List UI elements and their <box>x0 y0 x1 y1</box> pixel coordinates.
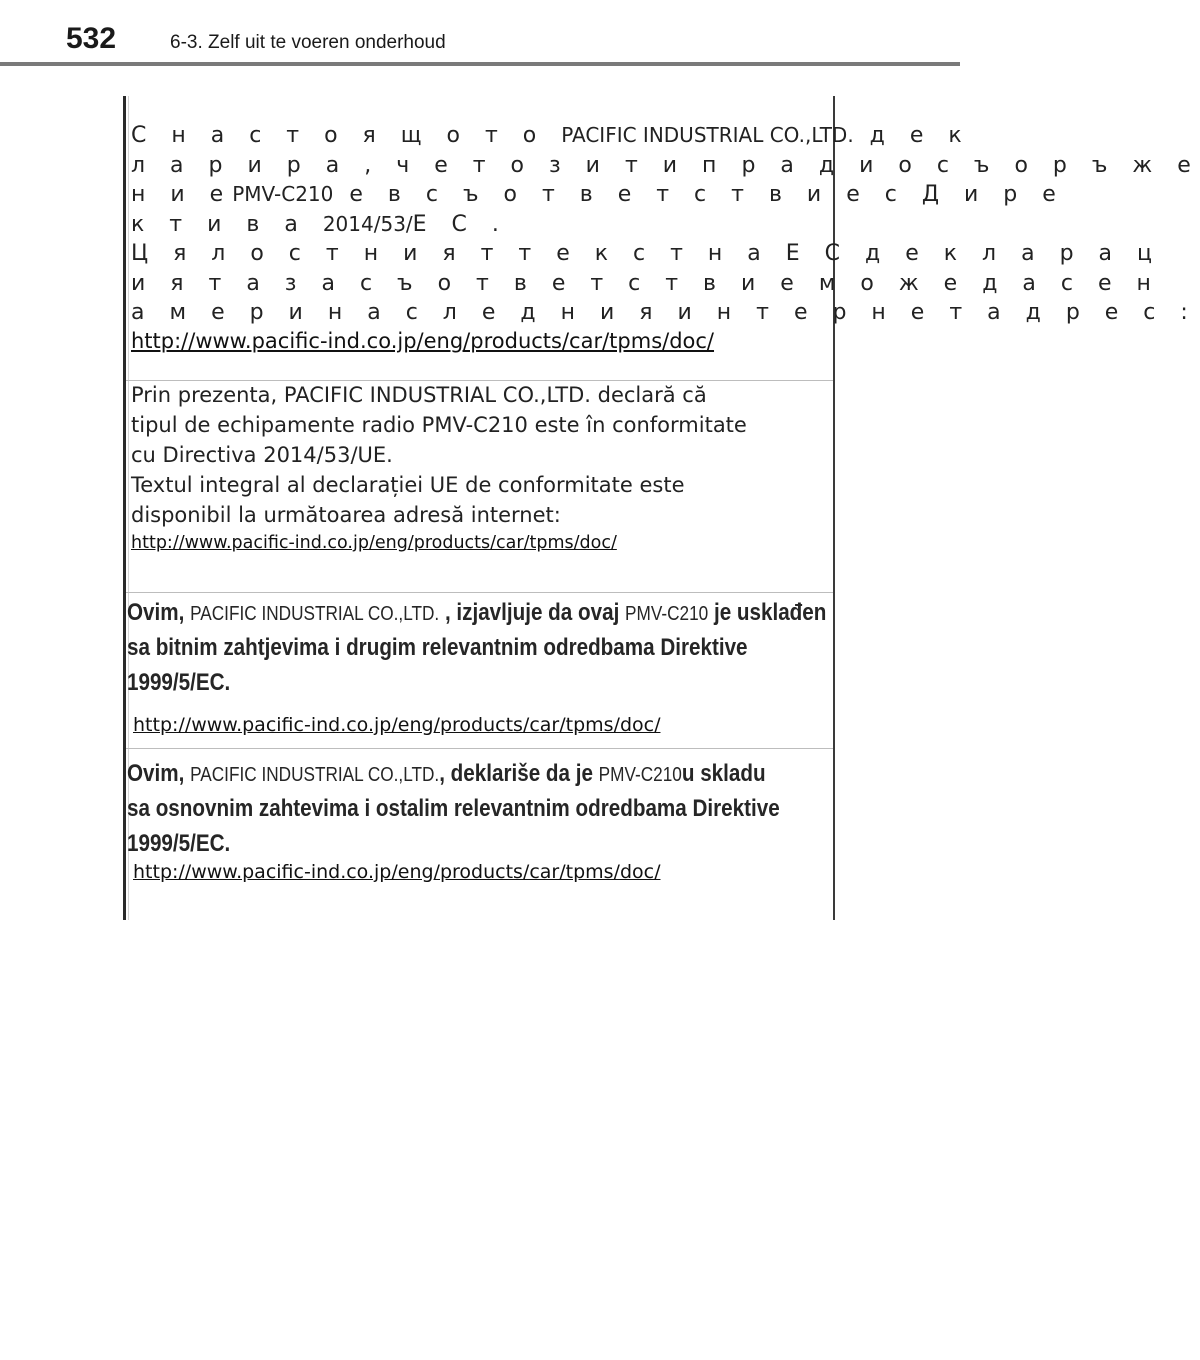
text-line: cu Directiva 2014/53/UE. <box>131 443 393 467</box>
text-line: а м е р и н а с л е д н и я и н т е р н е т а д р е с : <box>131 300 1197 325</box>
text-line: к т и в а 2014/53/Е С . <box>131 211 508 237</box>
divider-rule <box>126 592 833 593</box>
section-title: 6-3. Zelf uit te voeren onderhoud <box>170 32 446 53</box>
text-line: 1999/5/EC. <box>127 669 231 696</box>
text-line: Textul integral al declarației UE de conformitate este <box>131 473 685 497</box>
declaration-scan <box>123 96 1200 920</box>
text-line: Ovim, PACIFIC INDUSTRIAL CO.,LTD. , izjavljuje da ovaj PMV-C210 je usklađen <box>127 599 827 626</box>
scan-left-border <box>123 96 126 920</box>
text-line: С н а с т о я щ о т о PACIFIC INDUSTRIAL CO.,LTD. д е к <box>131 123 971 148</box>
text-line: tipul de echipamente radio PMV-C210 este în conformitate <box>131 413 747 437</box>
declaration-serbian <box>127 756 886 883</box>
declaration-url[interactable]: http://www.pacific-ind.co.jp/eng/products/car/tpms/doc/ <box>131 328 715 353</box>
page-number: 532 <box>66 22 117 55</box>
page-header <box>0 0 960 66</box>
declaration-bulgarian <box>131 121 1200 353</box>
text-line: Ovim, PACIFIC INDUSTRIAL CO.,LTD., deklariše da je PMV-C210u skladu <box>127 760 766 787</box>
text-line: л а р и р а , ч е т о з и т и п р а д и о с ъ о р ъ ж е <box>131 152 1200 178</box>
declaration-url[interactable]: http://www.pacific-ind.co.jp/eng/products/car/tpms/doc/ <box>133 714 661 736</box>
header-rule <box>0 62 960 66</box>
text-line: 1999/5/EC. <box>127 830 231 857</box>
declaration-croatian <box>127 595 940 736</box>
text-line: н и еPMV-C210 е в с ъ о т в е т с т в и е с Д и р е <box>131 182 1065 207</box>
text-line: sa osnovnim zahtevima i ostalim relevantnim odredbama Direktive <box>127 795 780 822</box>
declaration-romanian <box>131 380 747 553</box>
text-line: Ц я л о с т н и я т т е к с т н а Е С д е к л а р а ц <box>131 241 1161 266</box>
text-line: disponibil la următoarea adresă internet: <box>131 503 561 527</box>
text-line: и я т а з а с ъ о т в е т с т в и е м о ж е д а с е н <box>131 270 1160 296</box>
text-line: Prin prezenta, PACIFIC INDUSTRIAL CO.,LTD. declară că <box>131 383 707 407</box>
declaration-url[interactable]: http://www.pacific-ind.co.jp/eng/products/car/tpms/doc/ <box>133 861 661 883</box>
divider-rule <box>126 748 833 749</box>
text-line: sa bitnim zahtjevima i drugim relevantnim odredbama Direktive <box>127 634 748 661</box>
declaration-url[interactable]: http://www.pacific-ind.co.jp/eng/products/car/tpms/doc/ <box>131 533 617 553</box>
